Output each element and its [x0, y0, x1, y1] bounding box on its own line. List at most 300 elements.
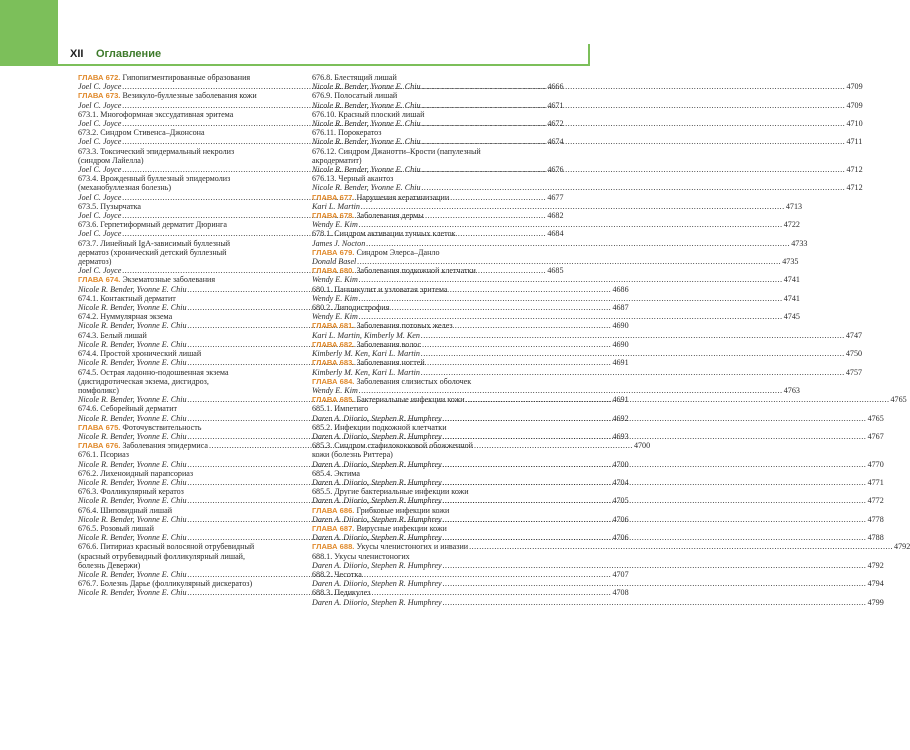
page-ref: 4771: [867, 477, 884, 487]
toc-entry-text: [312, 542, 468, 551]
page-ref: 4686: [612, 284, 629, 294]
toc-entry-text: [312, 561, 442, 570]
toc-entry-text: [312, 312, 358, 321]
toc-chapter-line[interactable]: [78, 275, 314, 284]
entry-title: дерматоз): [78, 257, 112, 267]
chapter-label: ГЛАВА 680.: [312, 266, 355, 276]
toc-entry-text: [312, 82, 421, 91]
chapter-label: ГЛАВА 675.: [78, 422, 121, 432]
entry-title: Заболевания подкожной клетчатки: [354, 266, 476, 276]
toc-author: Joel C. Joyce: [78, 100, 122, 110]
toc-section-line[interactable]: [312, 423, 548, 432]
dot-leader: [443, 478, 867, 487]
page-ref: 4792: [867, 560, 884, 570]
toc-author: Daren A. Diiorio, Stephen R. Humphrey: [312, 477, 442, 487]
entry-title: 676.5. Розовый лишай: [78, 523, 154, 533]
page-ref: 4792: [894, 542, 910, 552]
page-ref: 4700: [633, 441, 651, 451]
toc-author: Nicole R. Bender, Yvonne E. Chiu: [312, 119, 421, 129]
toc-entry-text: [312, 294, 358, 303]
toc-author: Nicole R. Bender, Yvonne E. Chiu: [78, 413, 187, 423]
toc-entry-text: [312, 478, 442, 487]
toc-section-line[interactable]: [312, 303, 548, 312]
entry-title: Заболевания ногтей: [354, 358, 425, 368]
toc-author-line[interactable]: [312, 220, 800, 230]
toc-chapter-line[interactable]: [312, 193, 548, 202]
dot-leader: [422, 183, 846, 192]
page-ref: 4676: [547, 165, 564, 175]
entry-title: 680.1. Панникулит и узловатая эритема: [312, 284, 448, 294]
entry-title: кожи (болезнь Риттера): [312, 450, 393, 460]
dot-leader: [359, 294, 783, 303]
page-ref: 4691: [612, 358, 629, 368]
toc-author: Joel C. Joyce: [78, 165, 122, 175]
page-ref: 4710: [846, 119, 863, 129]
page-ref: 4671: [547, 100, 564, 110]
page-ref: 4677: [547, 192, 564, 202]
toc-section-line[interactable]: [78, 183, 314, 192]
page-ref: 4691: [612, 395, 629, 405]
toc-author-line[interactable]: [312, 201, 803, 211]
page-ref: 4712: [846, 165, 863, 175]
toc-author: Nicole R. Bender, Yvonne E. Chiu: [312, 100, 421, 110]
toc-section-line[interactable]: [312, 128, 548, 137]
toc-author: Nicole R. Bender, Yvonne E. Chiu: [78, 533, 187, 543]
toc-entry-text: [78, 165, 121, 174]
toc-chapter-line[interactable]: [312, 377, 548, 386]
toc-section-line[interactable]: [78, 257, 314, 266]
page-ref: 4709: [846, 100, 863, 110]
entry-title: 688.3. Педикулез: [312, 588, 371, 598]
toc-section-line[interactable]: [312, 156, 548, 165]
toc-entry-text: [312, 202, 360, 211]
dot-leader: [359, 220, 783, 229]
toc-section-line[interactable]: [312, 91, 548, 100]
toc-author: Daren A. Diiorio, Stephen R. Humphrey: [312, 514, 442, 524]
dot-leader: [469, 542, 893, 551]
toc-chapter-line[interactable]: [312, 248, 548, 257]
entry-title: Заболевания потовых желез: [354, 321, 453, 331]
entry-title: 674.4. Простой хронический лишай: [78, 349, 202, 359]
chapter-label: ГЛАВА 672.: [78, 73, 121, 82]
toc-entry-text: [312, 460, 442, 469]
toc-author: Daren A. Diiorio, Stephen R. Humphrey: [312, 459, 442, 469]
chapter-label: ГЛАВА 677.: [312, 192, 355, 202]
toc-section-line[interactable]: [312, 552, 548, 561]
page-ref: 4765: [867, 413, 884, 423]
dot-leader: [422, 119, 846, 128]
dot-leader: [421, 349, 845, 358]
toc-author-line[interactable]: [312, 257, 799, 267]
entry-title: помфоликс): [78, 385, 119, 395]
toc-author: Joel C. Joyce: [78, 229, 122, 239]
entry-title: Везикуло-буллезные заболевания кожи: [120, 91, 257, 101]
toc-section-line[interactable]: [78, 239, 314, 248]
toc-section-line[interactable]: [78, 147, 314, 156]
toc-section-line[interactable]: [78, 312, 314, 321]
toc-entry-text: [78, 303, 187, 312]
header-rule-vertical: [588, 44, 590, 66]
toc-author: Joel C. Joyce: [78, 82, 122, 92]
entry-title: (красный отрубевидный фолликулярный лишай,: [78, 551, 246, 561]
toc-section-line[interactable]: [312, 147, 548, 156]
toc-entry-text: [78, 533, 187, 542]
toc-author: Nicole R. Bender, Yvonne E. Chiu: [312, 165, 421, 175]
entry-title: Фоточувствительность: [120, 422, 202, 432]
toc-section-line[interactable]: [78, 110, 314, 119]
toc-author: Nicole R. Bender, Yvonne E. Chiu: [78, 395, 187, 405]
page-ref: 4709: [846, 82, 863, 92]
toc-author: Nicole R. Bender, Yvonne E. Chiu: [312, 82, 421, 92]
toc-entry-text: [312, 119, 421, 128]
toc-section-line[interactable]: [312, 588, 548, 597]
toc-author: Nicole R. Bender, Yvonne E. Chiu: [78, 339, 187, 349]
dot-leader: [359, 386, 783, 395]
page-ref: 4750: [845, 349, 863, 359]
entry-title: 685.3. Синдром стафилококковой обожженной: [312, 441, 473, 451]
entry-title: акродерматит): [312, 155, 362, 165]
toc-entry-text: [78, 266, 121, 275]
entry-title: дерматоз (хронический детский буллезный: [78, 247, 227, 257]
entry-title: 676.3. Фолликулярный кератоз: [78, 487, 184, 497]
entry-title: 685.5. Другие бактериальные инфекции кожи: [312, 487, 469, 497]
page-ref: 4794: [867, 579, 884, 589]
toc-author-line[interactable]: [312, 367, 863, 377]
entry-title: 676.4. Шиповидный лишай: [78, 505, 173, 515]
toc-entry-text: [312, 101, 421, 110]
toc-author: Kimberly M. Ken, Kari L. Martin: [312, 367, 420, 377]
chapter-label: ГЛАВА 682.: [312, 339, 355, 349]
dot-leader: [443, 414, 867, 423]
toc-author: Kari L. Martin: [312, 201, 360, 211]
toc-section-line[interactable]: [78, 174, 314, 183]
toc-chapter-line[interactable]: [312, 358, 548, 367]
chapter-label: ГЛАВА 686.: [312, 505, 355, 515]
toc-section-line[interactable]: [78, 561, 314, 570]
toc-author-line[interactable]: [312, 312, 800, 322]
toc-entry-text: [312, 220, 358, 229]
toc-section-line[interactable]: [312, 110, 548, 119]
toc-author: Nicole R. Bender, Yvonne E. Chiu: [78, 588, 187, 598]
dot-leader: [422, 101, 846, 110]
entry-title: (механобуллезная болезнь): [78, 183, 172, 193]
toc-section-line[interactable]: [78, 368, 314, 377]
toc-section-line[interactable]: [312, 285, 548, 294]
toc-author: Joel C. Joyce: [78, 137, 122, 147]
entry-title: Укусы членистоногих и инвазии: [354, 542, 469, 552]
entry-title: 676.2. Лихеноидный парапсориаз: [78, 468, 194, 478]
page-ref: 4682: [547, 211, 564, 221]
entry-title: Заболевания волос: [354, 339, 422, 349]
dot-leader: [443, 515, 867, 524]
toc-section-line[interactable]: [78, 377, 314, 386]
toc-chapter-line[interactable]: [78, 73, 314, 82]
page-ref: 4722: [783, 220, 800, 230]
toc-entry-text: [312, 275, 358, 284]
toc-entry-text: [78, 570, 187, 579]
entry-title: 673.5. Пузырчатка: [78, 201, 142, 211]
toc-author: Nicole R. Bender, Yvonne E. Chiu: [78, 358, 187, 368]
toc-author: Kari L. Martin, Kimberly M. Ken: [312, 330, 420, 340]
toc-entry-text: [312, 533, 442, 542]
toc-author-line[interactable]: [312, 238, 808, 248]
entry-title: 673.6. Герпетиформный дерматит Дюринга: [78, 220, 227, 230]
toc-author-line[interactable]: [312, 330, 863, 340]
toc-author: Nicole R. Bender, Yvonne E. Chiu: [78, 303, 187, 313]
toc-chapter-line[interactable]: [312, 321, 548, 330]
dot-leader: [443, 561, 867, 570]
entry-title: 673.7. Линейный IgA-зависимый буллезный: [78, 238, 231, 248]
toc-entry-text: [78, 395, 187, 404]
page-ref: 4745: [783, 312, 800, 322]
entry-title: 688.2. Чесотка: [312, 569, 362, 579]
entry-title: 676.9. Полосатый лишай: [312, 91, 398, 101]
toc-author: Nicole R. Bender, Yvonne E. Chiu: [78, 514, 187, 524]
entry-title: (дисгидротическая экзема, дисгидроз,: [78, 376, 209, 386]
toc-chapter-line[interactable]: [312, 211, 548, 220]
toc-author: Wendy E. Kim: [312, 220, 358, 230]
toc-author: James J. Nocton: [312, 238, 366, 248]
dot-leader: [359, 275, 783, 284]
dot-leader: [359, 312, 783, 321]
toc-author-line[interactable]: [312, 275, 800, 285]
toc-section-line[interactable]: [78, 331, 314, 340]
entry-title: болезнь Девержи): [78, 560, 141, 570]
chapter-label: ГЛАВА 684.: [312, 376, 355, 386]
page-ref: 4741: [783, 293, 800, 303]
entry-title: (синдром Лайелла): [78, 155, 144, 165]
toc-section-line[interactable]: [78, 294, 314, 303]
toc-section-line[interactable]: [312, 450, 548, 459]
page-ref: 4706: [612, 533, 629, 543]
page-ref: 4772: [867, 496, 884, 506]
toc-entry-text: [312, 386, 358, 395]
toc-entry-text: [78, 101, 121, 110]
toc-chapter-line[interactable]: [312, 542, 910, 552]
page-ref: 4700: [612, 459, 629, 469]
toc-entry-text: [312, 257, 356, 266]
chapter-label: ГЛАВА 679.: [312, 247, 355, 257]
page-number: XII: [70, 48, 84, 60]
entry-title: 673.4. Врожденный буллезный эпидермолиз: [78, 174, 231, 184]
green-corner-block: [0, 0, 58, 66]
dot-leader: [422, 82, 846, 91]
toc-author-line[interactable]: [312, 579, 884, 589]
dot-leader: [421, 331, 845, 340]
toc-author-line[interactable]: [312, 597, 884, 607]
page-ref: 4711: [846, 137, 863, 147]
toc-author-line[interactable]: [312, 560, 884, 570]
toc-author: Nicole R. Bender, Yvonne E. Chiu: [78, 284, 187, 294]
toc-entry-text: [78, 496, 187, 505]
toc-author: Wendy E. Kim: [312, 293, 358, 303]
toc-chapter-line[interactable]: [78, 91, 314, 100]
toc-author: Nicole R. Bender, Yvonne E. Chiu: [78, 477, 187, 487]
toc-section-line[interactable]: [312, 469, 548, 478]
toc-author: Nicole R. Bender, Yvonne E. Chiu: [312, 183, 421, 193]
toc-entry-text: [78, 229, 121, 238]
entry-title: Заболевания слизистых оболочек: [354, 376, 472, 386]
page-ref: 4708: [612, 588, 629, 598]
toc-section-line[interactable]: [78, 386, 314, 395]
toc-section-line[interactable]: [78, 552, 314, 561]
dot-leader: [466, 395, 890, 404]
entry-title: Вирусные инфекции кожи: [354, 523, 447, 533]
entry-title: Экзематозные заболевания: [120, 275, 216, 285]
toc-author-line[interactable]: [312, 385, 800, 395]
toc-author: Kimberly M. Ken, Kari L. Martin: [312, 349, 420, 359]
toc-section-line[interactable]: [78, 506, 314, 515]
dot-leader: [443, 579, 867, 588]
toc-author-line[interactable]: [312, 349, 863, 359]
toc-section-line[interactable]: [78, 156, 314, 165]
toc-section-line[interactable]: [78, 404, 314, 413]
toc-entry-text: [78, 82, 121, 91]
page-ref: 4735: [782, 257, 799, 267]
toc-section-line[interactable]: [312, 487, 548, 496]
toc-chapter-line[interactable]: [78, 423, 314, 432]
dot-leader: [361, 202, 785, 211]
page-ref: 4747: [845, 330, 863, 340]
toc-section-line[interactable]: [312, 73, 548, 82]
entry-title: Грибковые инфекции кожи: [354, 505, 450, 515]
page-ref: 4692: [612, 413, 629, 423]
chapter-label: ГЛАВА 687.: [312, 523, 355, 533]
page-ref: 4765: [890, 395, 907, 405]
page-ref: 4763: [783, 385, 800, 395]
toc-section-line[interactable]: [78, 202, 314, 211]
toc-section-line[interactable]: [78, 248, 314, 257]
toc-entry-text: [312, 432, 442, 441]
entry-title: 674.6. Себорейный дерматит: [78, 404, 178, 414]
toc-entry-text: [78, 358, 187, 367]
toc-author: Daren A. Diiorio, Stephen R. Humphrey: [312, 413, 442, 423]
toc-section-line[interactable]: [312, 174, 548, 183]
toc-entry-text: [78, 285, 187, 294]
dot-leader: [421, 368, 845, 377]
toc-section-line[interactable]: [78, 220, 314, 229]
page-ref: 4693: [612, 431, 629, 441]
entry-title: Гипопигментированные образования: [120, 73, 251, 82]
toc-entry-text: [312, 183, 421, 192]
toc-section-line[interactable]: [78, 349, 314, 358]
chapter-label: ГЛАВА 685.: [312, 395, 355, 405]
toc-author: Wendy E. Kim: [312, 385, 358, 395]
page-ref: 4674: [547, 137, 564, 147]
chapter-label: ГЛАВА 683.: [312, 358, 355, 368]
toc-entry-text: [78, 478, 187, 487]
toc-author: Daren A. Diiorio, Stephen R. Humphrey: [312, 431, 442, 441]
chapter-label: ГЛАВА 678.: [312, 211, 355, 221]
dot-leader: [443, 432, 867, 441]
toc-entry-text: [78, 515, 187, 524]
entry-title: 676.10. Красный плоский лишай: [312, 109, 425, 119]
toc-entry-text: [312, 165, 421, 174]
toc-entry-text: [78, 211, 121, 220]
toc-section-line[interactable]: [312, 441, 548, 450]
toc-section-line[interactable]: [78, 542, 314, 551]
toc-section-line[interactable]: [78, 469, 314, 478]
entry-title: 678.1. Синдром активации тучных клеток: [312, 229, 456, 239]
page-ref: 4685: [547, 266, 564, 276]
entry-title: 674.1. Контактный дерматит: [78, 293, 176, 303]
toc-section-line[interactable]: [78, 524, 314, 533]
entry-title: 676.12. Синдром Джанотти–Крости (папулезный: [312, 146, 481, 156]
entry-title: 676.8. Блестящий лишай: [312, 73, 397, 82]
page-ref: 4690: [612, 339, 629, 349]
toc-section-line[interactable]: [312, 570, 548, 579]
toc-author-line[interactable]: [312, 293, 800, 303]
dot-leader: [422, 137, 846, 146]
entry-title: 676.7. Болезнь Дарье (фолликулярный дискератоз): [78, 579, 253, 589]
toc-entry-text: [312, 515, 442, 524]
toc-entry-text: [78, 588, 187, 597]
toc-entry-text: [78, 193, 121, 202]
toc-author: Joel C. Joyce: [78, 266, 122, 276]
toc-section-line[interactable]: [78, 579, 314, 588]
toc-chapter-line[interactable]: [312, 340, 548, 349]
entry-title: 674.3. Белый лишай: [78, 330, 147, 340]
entry-title: 685.2. Инфекции подкожной клетчатки: [312, 422, 447, 432]
toc-entry-text: [312, 137, 421, 146]
toc-section-line[interactable]: [78, 487, 314, 496]
toc-entry-text: [78, 441, 208, 450]
toc-author: Nicole R. Bender, Yvonne E. Chiu: [78, 496, 187, 506]
toc-author: Joel C. Joyce: [78, 192, 122, 202]
toc-entry-text: [78, 432, 187, 441]
toc-author-line[interactable]: [312, 183, 863, 193]
toc-author: Daren A. Diiorio, Stephen R. Humphrey: [312, 496, 442, 506]
toc-author: Joel C. Joyce: [78, 211, 122, 221]
page-ref: 4733: [791, 238, 808, 248]
toc-chapter-line[interactable]: [312, 524, 548, 533]
toc-chapter-line[interactable]: [312, 506, 548, 515]
entry-title: 680.2. Липодистрофия: [312, 303, 390, 313]
toc-entry-text: [312, 331, 420, 340]
page-ref: 4687: [612, 303, 629, 313]
toc-entry-text: [312, 598, 442, 607]
dot-leader: [422, 165, 846, 174]
toc-entry-text: [312, 239, 365, 248]
page-ref: 4705: [612, 496, 629, 506]
toc-author: Nicole R. Bender, Yvonne E. Chiu: [312, 137, 421, 147]
page-ref: 4704: [612, 477, 629, 487]
entry-title: 673.2. Синдром Стивенса–Джонсона: [78, 128, 205, 138]
page-ref: 4684: [547, 229, 564, 239]
entry-title: 688.1. Укусы членистоногих: [312, 551, 410, 561]
page-ref: 4706: [612, 514, 629, 524]
section-title: Оглавление: [96, 48, 162, 60]
entry-title: 673.3. Токсический эпидермальный некролиз: [78, 146, 235, 156]
toc-section-line[interactable]: [312, 229, 548, 238]
page-ref: 4707: [612, 569, 629, 579]
toc-chapter-line[interactable]: [312, 266, 548, 275]
chapter-label: ГЛАВА 681.: [312, 321, 355, 331]
toc-author: Daren A. Diiorio, Stephen R. Humphrey: [312, 579, 442, 589]
toc-section-line[interactable]: [78, 450, 314, 459]
toc-entry-text: [78, 321, 187, 330]
toc-section-line[interactable]: [78, 128, 314, 137]
dot-leader: [366, 239, 790, 248]
toc-section-line[interactable]: [312, 404, 548, 413]
page-ref: 4799: [867, 597, 884, 607]
chapter-label: ГЛАВА 673.: [78, 91, 121, 101]
toc-author: Nicole R. Bender, Yvonne E. Chiu: [78, 431, 187, 441]
entry-title: Заболевания дермы: [354, 211, 424, 221]
page-ref: 4770: [867, 459, 884, 469]
page-header: [58, 44, 590, 66]
chapter-label: ГЛАВА 688.: [312, 542, 355, 552]
